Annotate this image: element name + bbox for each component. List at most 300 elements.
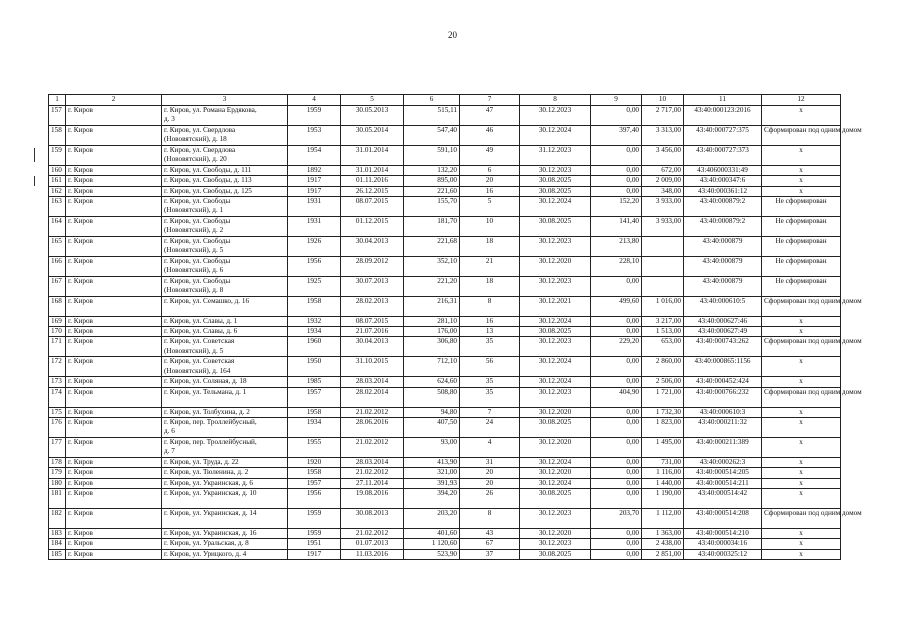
row-number: 170	[49, 327, 66, 337]
status-cell: х	[762, 478, 841, 488]
date-cell: 30.08.2025	[520, 186, 591, 196]
row-number: 166	[49, 256, 66, 276]
table-row	[49, 337, 841, 357]
value-cell: 228,10	[591, 256, 642, 276]
city-cell: г. Киров	[66, 528, 162, 538]
city-cell: г. Киров	[66, 296, 162, 316]
address-line: г. Киров, ул. Свободы, д. 113	[164, 176, 252, 185]
date-cell: 30.12.2024	[520, 458, 591, 468]
value-cell: 1 363,00	[642, 528, 684, 538]
row-number: 162	[49, 186, 66, 196]
date-cell: 28.03.2014	[341, 377, 404, 387]
date-cell: 30.07.2013	[341, 276, 404, 296]
city-cell: г. Киров	[66, 106, 162, 126]
date-cell: 30.12.2024	[520, 316, 591, 326]
address-cell	[162, 126, 288, 146]
date-cell: 30.08.2025	[520, 216, 591, 236]
date-cell: 31.01.2014	[341, 146, 404, 166]
year-cell: 1934	[288, 418, 341, 438]
city-cell: г. Киров	[66, 276, 162, 296]
address-line: (Нововятский), д. 2	[164, 226, 224, 235]
date-cell: 21.02.2012	[341, 438, 404, 458]
address-cell	[162, 528, 288, 538]
address-line: (Нововятский), д. 6	[164, 266, 224, 275]
cadastral-number-cell: 43:40:000627:46	[684, 316, 762, 326]
count-cell: 8	[460, 296, 520, 316]
table-row	[49, 377, 841, 387]
address-cell	[162, 357, 288, 377]
date-cell: 30.12.2021	[520, 296, 591, 316]
value-cell: 0,00	[591, 377, 642, 387]
city-cell: г. Киров	[66, 549, 162, 559]
cadastral-number-cell: 43:40:000452:424	[684, 377, 762, 387]
year-cell: 1917	[288, 186, 341, 196]
cadastral-number-cell: 43:40:000347:6	[684, 176, 762, 186]
address-line: г. Киров, ул. Урицкого, д. 4	[164, 549, 247, 558]
year-cell: 1892	[288, 166, 341, 176]
status-cell: Не сформирован	[762, 276, 841, 296]
address-cell	[162, 478, 288, 488]
address-line: д. 3	[164, 115, 175, 124]
value-cell: 0,00	[591, 106, 642, 126]
date-cell: 19.08.2016	[341, 488, 404, 508]
city-cell: г. Киров	[66, 539, 162, 549]
date-cell: 30.08.2025	[520, 418, 591, 438]
status-cell: Сформирован под одним домом	[762, 387, 841, 407]
date-cell: 30.12.2023	[520, 508, 591, 528]
value-cell: 1 016,00	[642, 296, 684, 316]
date-cell: 31.12.2023	[520, 146, 591, 166]
address-cell	[162, 337, 288, 357]
year-cell: 1931	[288, 196, 341, 216]
value-cell: 0,00	[591, 176, 642, 186]
column-header: 10	[642, 95, 684, 106]
count-cell: 43	[460, 528, 520, 538]
value-cell: 213,80	[591, 236, 642, 256]
value-cell: 499,60	[591, 296, 642, 316]
year-cell: 1954	[288, 146, 341, 166]
date-cell: 30.12.2024	[520, 478, 591, 488]
year-cell: 1925	[288, 276, 341, 296]
status-cell: х	[762, 316, 841, 326]
cadastral-number-cell: 43:40:000865:1156	[684, 357, 762, 377]
value-cell: 0,00	[591, 327, 642, 337]
date-cell: 30.12.2023	[520, 106, 591, 126]
count-cell: 47	[460, 106, 520, 126]
date-cell: 21.02.2012	[341, 468, 404, 478]
value-cell: 1 440,00	[642, 478, 684, 488]
row-number: 164	[49, 216, 66, 236]
year-cell: 1956	[288, 488, 341, 508]
area-cell: 181,70	[404, 216, 460, 236]
margin-mark	[34, 176, 35, 186]
area-cell: 176,00	[404, 327, 460, 337]
value-cell: 2 506,00	[642, 377, 684, 387]
address-line: г. Киров, ул. Украинская, д. 14	[164, 508, 257, 517]
status-cell: х	[762, 106, 841, 126]
value-cell: 1 823,00	[642, 418, 684, 438]
column-header: 12	[762, 95, 841, 106]
status-cell: Не сформирован	[762, 236, 841, 256]
date-cell: 30.04.2013	[341, 337, 404, 357]
date-cell: 30.12.2024	[520, 357, 591, 377]
city-cell: г. Киров	[66, 377, 162, 387]
area-cell: 321,00	[404, 468, 460, 478]
column-header: 11	[684, 95, 762, 106]
date-cell: 28.09.2012	[341, 256, 404, 276]
value-cell: 0,00	[591, 357, 642, 377]
address-cell	[162, 438, 288, 458]
cadastral-number-cell: 43:40:000610:5	[684, 296, 762, 316]
value-cell: 0,00	[591, 146, 642, 166]
date-cell: 30.12.2020	[520, 407, 591, 417]
value-cell: 0,00	[591, 438, 642, 458]
count-cell: 56	[460, 357, 520, 377]
value-cell: 3 456,00	[642, 146, 684, 166]
city-cell: г. Киров	[66, 196, 162, 216]
row-number: 157	[49, 106, 66, 126]
cadastral-number-cell: 43:40:000627:49	[684, 327, 762, 337]
row-number: 168	[49, 296, 66, 316]
date-cell: 30.12.2023	[520, 387, 591, 407]
year-cell: 1934	[288, 327, 341, 337]
city-cell: г. Киров	[66, 337, 162, 357]
count-cell: 35	[460, 377, 520, 387]
year-cell: 1926	[288, 236, 341, 256]
value-cell: 397,40	[591, 126, 642, 146]
table-row	[49, 508, 841, 528]
area-cell: 93,00	[404, 438, 460, 458]
address-line: г. Киров, ул. Свободы	[164, 216, 231, 225]
date-cell: 28.02.2014	[341, 387, 404, 407]
count-cell: 20	[460, 468, 520, 478]
address-line: г. Киров, ул. Славы, д. 6	[164, 327, 238, 336]
row-number: 184	[49, 539, 66, 549]
value-cell: 3 933,00	[642, 216, 684, 236]
year-cell: 1957	[288, 478, 341, 488]
table-row	[49, 216, 841, 236]
date-cell: 30.08.2025	[520, 327, 591, 337]
area-cell: 94,80	[404, 407, 460, 417]
value-cell: 3 217,00	[642, 316, 684, 326]
address-cell	[162, 468, 288, 478]
address-line: г. Киров, ул. Советская	[164, 357, 235, 366]
row-number: 173	[49, 377, 66, 387]
area-cell: 624,60	[404, 377, 460, 387]
column-header: 7	[460, 95, 520, 106]
column-header: 3	[162, 95, 288, 106]
value-cell: 0,00	[591, 539, 642, 549]
cadastral-number-cell: 43:40:000514:205	[684, 468, 762, 478]
cadastral-number-cell: 43:40:000766:232	[684, 387, 762, 407]
status-cell: х	[762, 458, 841, 468]
value-cell: 0,00	[591, 407, 642, 417]
cadastral-number-cell: 43:40:000879	[684, 276, 762, 296]
table-row	[49, 357, 841, 377]
table-row	[49, 316, 841, 326]
address-cell	[162, 387, 288, 407]
table-row	[49, 186, 841, 196]
address-cell	[162, 166, 288, 176]
row-number: 169	[49, 316, 66, 326]
date-cell: 31.10.2015	[341, 357, 404, 377]
address-line: г. Киров, ул. Толбухина, д. 2	[164, 407, 250, 416]
date-cell: 01.11.2016	[341, 176, 404, 186]
city-cell: г. Киров	[66, 438, 162, 458]
row-number: 167	[49, 276, 66, 296]
city-cell: г. Киров	[66, 256, 162, 276]
value-cell: 0,00	[591, 478, 642, 488]
year-cell: 1959	[288, 528, 341, 538]
count-cell: 4	[460, 438, 520, 458]
column-header: 6	[404, 95, 460, 106]
value-cell: 0,00	[591, 549, 642, 559]
city-cell: г. Киров	[66, 387, 162, 407]
date-cell: 28.03.2014	[341, 458, 404, 468]
area-cell: 401,60	[404, 528, 460, 538]
count-cell: 31	[460, 458, 520, 468]
date-cell: 30.12.2023	[520, 236, 591, 256]
area-cell: 508,80	[404, 387, 460, 407]
date-cell: 31.01.2014	[341, 166, 404, 176]
count-cell: 16	[460, 186, 520, 196]
address-line: (Нововятский), д. 5	[164, 246, 224, 255]
count-cell: 35	[460, 337, 520, 357]
value-cell: 2 851,00	[642, 549, 684, 559]
count-cell: 26	[460, 488, 520, 508]
margin-mark	[34, 148, 35, 162]
year-cell: 1953	[288, 126, 341, 146]
cadastral-number-cell: 43:40:000211:32	[684, 418, 762, 438]
date-cell: 30.12.2023	[520, 166, 591, 176]
status-cell: х	[762, 327, 841, 337]
table-row	[49, 478, 841, 488]
cadastral-number-cell: 43:40:000514:210	[684, 528, 762, 538]
address-cell	[162, 316, 288, 326]
row-number: 172	[49, 357, 66, 377]
cadastral-number-cell: 43:40:000879:2	[684, 196, 762, 216]
date-cell: 30.12.2020	[520, 256, 591, 276]
value-cell: 0,00	[591, 528, 642, 538]
status-cell: х	[762, 438, 841, 458]
date-cell: 21.02.2012	[341, 528, 404, 538]
city-cell: г. Киров	[66, 186, 162, 196]
table-row	[49, 539, 841, 549]
count-cell: 13	[460, 327, 520, 337]
address-line: г. Киров, ул. Семашко, д. 16	[164, 296, 250, 305]
address-cell	[162, 327, 288, 337]
area-cell: 523,90	[404, 549, 460, 559]
count-cell: 37	[460, 549, 520, 559]
row-number: 176	[49, 418, 66, 438]
table-row	[49, 387, 841, 407]
row-number: 161	[49, 176, 66, 186]
date-cell: 28.02.2013	[341, 296, 404, 316]
cadastral-number-cell: 43:40:000879	[684, 236, 762, 256]
address-cell	[162, 146, 288, 166]
status-cell: х	[762, 166, 841, 176]
cadastral-number-cell: 43:40:000514:42	[684, 488, 762, 508]
table-row	[49, 146, 841, 166]
address-cell	[162, 488, 288, 508]
value-cell: 0,00	[591, 316, 642, 326]
count-cell: 5	[460, 196, 520, 216]
address-cell	[162, 276, 288, 296]
address-line: г. Киров, ул. Свободы	[164, 256, 231, 265]
address-line: г. Киров, ул. Свободы	[164, 276, 231, 285]
city-cell: г. Киров	[66, 126, 162, 146]
date-cell: 30.08.2025	[520, 488, 591, 508]
value-cell: 3 933,00	[642, 196, 684, 216]
status-cell: х	[762, 146, 841, 166]
row-number: 175	[49, 407, 66, 417]
date-cell: 28.06.2016	[341, 418, 404, 438]
year-cell: 1956	[288, 256, 341, 276]
address-line: г. Киров, ул. Уральская, д. 8	[164, 539, 249, 548]
year-cell: 1950	[288, 357, 341, 377]
address-cell	[162, 256, 288, 276]
count-cell: 6	[460, 166, 520, 176]
area-cell: 413,90	[404, 458, 460, 468]
date-cell: 01.07.2013	[341, 539, 404, 549]
page-number: 20	[448, 30, 457, 40]
area-cell: 306,80	[404, 337, 460, 357]
count-cell: 8	[460, 508, 520, 528]
area-cell: 712,10	[404, 357, 460, 377]
address-cell	[162, 186, 288, 196]
address-line: г. Киров, ул. Тюленина, д. 2	[164, 468, 249, 477]
address-line: г. Киров, ул. Свободы, д. 125	[164, 186, 252, 195]
status-cell: х	[762, 407, 841, 417]
value-cell: 2 438,00	[642, 539, 684, 549]
column-header: 4	[288, 95, 341, 106]
area-cell: 221,68	[404, 236, 460, 256]
address-line: (Нововятский), д. 8	[164, 286, 224, 295]
value-cell: 2 717,00	[642, 106, 684, 126]
count-cell: 18	[460, 276, 520, 296]
area-cell: 352,10	[404, 256, 460, 276]
address-line: г. Киров, ул. Тельмана, д. 1	[164, 387, 247, 396]
year-cell: 1932	[288, 316, 341, 326]
year-cell: 1959	[288, 508, 341, 528]
date-cell: 08.07.2015	[341, 316, 404, 326]
year-cell: 1917	[288, 176, 341, 186]
status-cell: х	[762, 186, 841, 196]
year-cell: 1985	[288, 377, 341, 387]
table-row	[49, 196, 841, 216]
city-cell: г. Киров	[66, 146, 162, 166]
address-cell	[162, 549, 288, 559]
area-cell: 216,31	[404, 296, 460, 316]
area-cell: 547,40	[404, 126, 460, 146]
cadastral-number-cell: 43:40:000727:373	[684, 146, 762, 166]
year-cell: 1955	[288, 438, 341, 458]
date-cell: 30.12.2020	[520, 438, 591, 458]
table-row	[49, 528, 841, 538]
date-cell: 30.12.2024	[520, 377, 591, 387]
row-number: 174	[49, 387, 66, 407]
status-cell: Сформирован под одним домом	[762, 126, 841, 146]
cadastral-number-cell: 43:40:000325:12	[684, 549, 762, 559]
city-cell: г. Киров	[66, 236, 162, 256]
cadastral-number-cell: 43:40:000514:211	[684, 478, 762, 488]
value-cell: 3 313,00	[642, 126, 684, 146]
address-cell	[162, 418, 288, 438]
city-cell: г. Киров	[66, 478, 162, 488]
value-cell: 0,00	[591, 468, 642, 478]
status-cell: Не сформирован	[762, 256, 841, 276]
status-cell: х	[762, 418, 841, 438]
column-header: 9	[591, 95, 642, 106]
date-cell: 30.05.2013	[341, 106, 404, 126]
row-number: 185	[49, 549, 66, 559]
table-row	[49, 176, 841, 186]
area-cell: 221,60	[404, 186, 460, 196]
city-cell: г. Киров	[66, 458, 162, 468]
address-line: г. Киров, пер. Троллейбусный,	[164, 438, 257, 447]
address-line: (Нововятский), д. 1	[164, 206, 224, 215]
row-number: 159	[49, 146, 66, 166]
city-cell: г. Киров	[66, 407, 162, 417]
year-cell: 1920	[288, 458, 341, 468]
area-cell: 281,10	[404, 316, 460, 326]
address-cell	[162, 377, 288, 387]
row-number: 163	[49, 196, 66, 216]
year-cell: 1958	[288, 407, 341, 417]
table-row	[49, 256, 841, 276]
status-cell: х	[762, 528, 841, 538]
count-cell: 20	[460, 478, 520, 488]
value-cell: 0,00	[591, 166, 642, 176]
area-cell: 132,20	[404, 166, 460, 176]
count-cell: 10	[460, 216, 520, 236]
value-cell: 0,00	[591, 418, 642, 438]
table-row	[49, 236, 841, 256]
table-row	[49, 549, 841, 559]
row-number: 182	[49, 508, 66, 528]
year-cell: 1959	[288, 106, 341, 126]
cadastral-number-cell: 43:40:000211:389	[684, 438, 762, 458]
year-cell: 1917	[288, 549, 341, 559]
table-row	[49, 126, 841, 146]
table-row	[49, 327, 841, 337]
address-cell	[162, 508, 288, 528]
table-row	[49, 488, 841, 508]
value-cell: 1 732,30	[642, 407, 684, 417]
status-cell: х	[762, 549, 841, 559]
address-line: г. Киров, ул. Советская	[164, 337, 235, 346]
year-cell: 1960	[288, 337, 341, 357]
date-cell: 30.12.2020	[520, 528, 591, 538]
date-cell: 21.07.2016	[341, 327, 404, 337]
address-cell	[162, 296, 288, 316]
address-cell	[162, 236, 288, 256]
city-cell: г. Киров	[66, 327, 162, 337]
city-cell: г. Киров	[66, 357, 162, 377]
address-line: г. Киров, ул. Труда, д. 22	[164, 458, 239, 467]
row-number: 160	[49, 166, 66, 176]
table-row	[49, 166, 841, 176]
address-line: г. Киров, ул. Соляная, д. 18	[164, 377, 247, 386]
cadastral-number-cell: 43:40:000879:2	[684, 216, 762, 236]
status-cell: Сформирован под одним домом	[762, 508, 841, 528]
status-cell: х	[762, 468, 841, 478]
table-row	[49, 407, 841, 417]
year-cell: 1931	[288, 216, 341, 236]
area-cell: 203,20	[404, 508, 460, 528]
status-cell: х	[762, 377, 841, 387]
cadastral-number-cell: 43:40:000743:262	[684, 337, 762, 357]
